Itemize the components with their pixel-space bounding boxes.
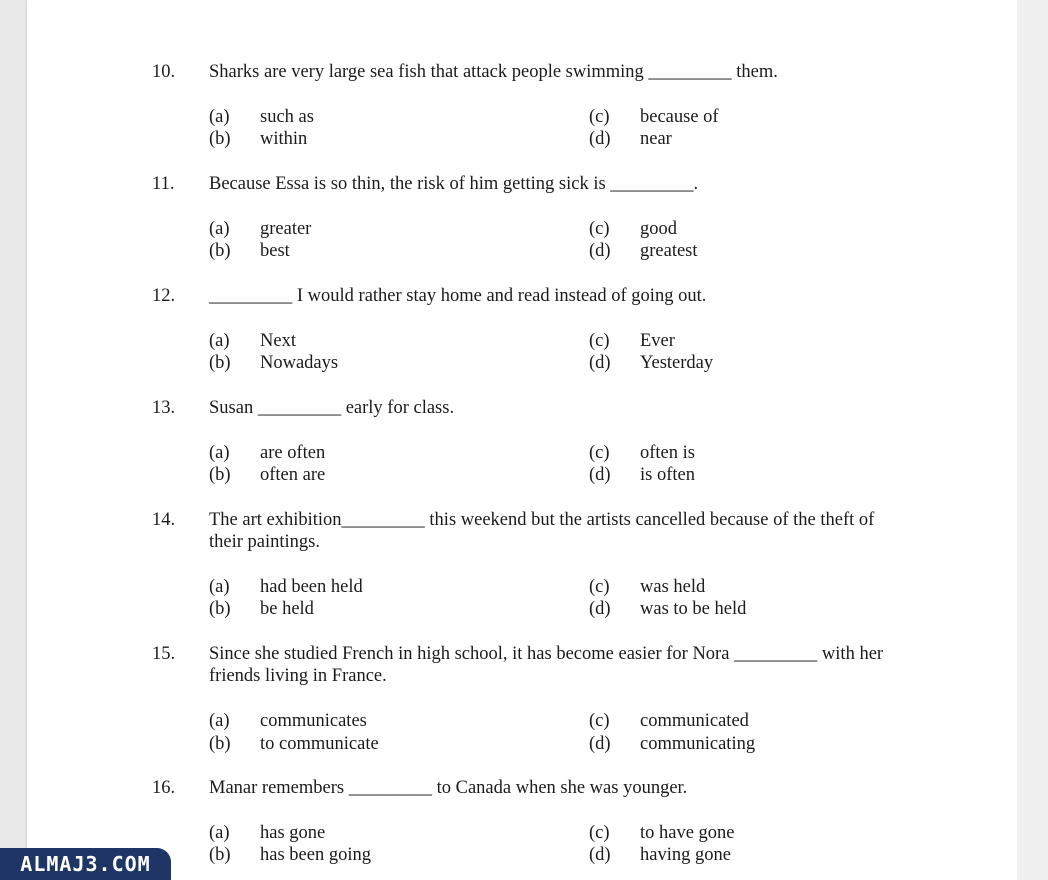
- watermark-logo: ALMAJ3.COM: [0, 848, 171, 880]
- option-label: (c): [589, 823, 610, 843]
- question-number: 15.: [152, 644, 176, 664]
- option-text: Yesterday: [640, 353, 714, 373]
- option-label: (d): [589, 845, 611, 865]
- option-label: (a): [209, 823, 230, 843]
- option-label: (c): [589, 331, 610, 351]
- option-text: good: [640, 219, 677, 239]
- question-number: 11.: [152, 174, 175, 194]
- question-stem: Sharks are very large sea fish that attack people swimming _________ them.: [209, 62, 778, 82]
- option-label: (a): [209, 577, 230, 597]
- option-label: (b): [209, 129, 231, 149]
- option-text: often are: [260, 465, 326, 485]
- option-text: having gone: [640, 845, 731, 865]
- option-text: near: [640, 129, 672, 149]
- question-stem: Because Essa is so thin, the risk of him getting sick is _________.: [209, 174, 699, 194]
- option-text: communicates: [260, 711, 367, 731]
- option-text: because of: [640, 107, 719, 127]
- question-number: 12.: [152, 286, 176, 306]
- option-label: (b): [209, 599, 231, 619]
- option-text: Ever: [640, 331, 675, 351]
- option-label: (c): [589, 577, 610, 597]
- option-text: communicated: [640, 711, 749, 731]
- option-text: greatest: [640, 241, 698, 261]
- option-text: such as: [260, 107, 314, 127]
- question-stem: Manar remembers _________ to Canada when she was younger.: [209, 778, 688, 798]
- option-label: (d): [589, 353, 611, 373]
- question-number: 16.: [152, 778, 176, 798]
- option-text: to have gone: [640, 823, 735, 843]
- option-text: best: [260, 241, 290, 261]
- option-label: (c): [589, 711, 610, 731]
- option-label: (b): [209, 845, 231, 865]
- option-label: (d): [589, 599, 611, 619]
- option-label: (c): [589, 219, 610, 239]
- option-label: (a): [209, 219, 230, 239]
- option-text: was to be held: [640, 599, 747, 619]
- option-text: has been going: [260, 845, 371, 865]
- question-number: 10.: [152, 62, 176, 82]
- option-text: within: [260, 129, 308, 149]
- document-page: [27, 0, 1017, 880]
- option-text: communicating: [640, 734, 756, 754]
- option-text: to communicate: [260, 734, 379, 754]
- question-number: 14.: [152, 510, 176, 530]
- option-label: (b): [209, 241, 231, 261]
- option-text: Next: [260, 331, 296, 351]
- option-label: (b): [209, 734, 231, 754]
- option-text: was held: [640, 577, 706, 597]
- option-label: (c): [589, 107, 610, 127]
- option-label: (b): [209, 353, 231, 373]
- option-label: (a): [209, 711, 230, 731]
- option-label: (d): [589, 129, 611, 149]
- option-text: has gone: [260, 823, 326, 843]
- option-text: be held: [260, 599, 314, 619]
- option-text: greater: [260, 219, 312, 239]
- option-label: (a): [209, 443, 230, 463]
- option-label: (c): [589, 443, 610, 463]
- question-stem: The art exhibition_________ this weekend but the artists cancelled because of the theft of their paintings.: [209, 510, 875, 552]
- option-text: often is: [640, 443, 695, 463]
- question-stem: Since she studied French in high school, it has become easier for Nora _________ with her friends living in France.: [209, 644, 884, 686]
- option-text: is often: [640, 465, 695, 485]
- question-number: 13.: [152, 398, 176, 418]
- option-label: (d): [589, 241, 611, 261]
- option-text: had been held: [260, 577, 363, 597]
- option-text: Nowadays: [260, 353, 339, 373]
- question-stem: _________ I would rather stay home and read instead of going out.: [209, 286, 707, 306]
- viewer-background: [1017, 0, 1048, 880]
- question-stem: Susan _________ early for class.: [209, 398, 455, 418]
- option-label: (a): [209, 331, 230, 351]
- option-label: (d): [589, 465, 611, 485]
- option-label: (d): [589, 734, 611, 754]
- option-text: are often: [260, 443, 326, 463]
- option-label: (b): [209, 465, 231, 485]
- option-label: (a): [209, 107, 230, 127]
